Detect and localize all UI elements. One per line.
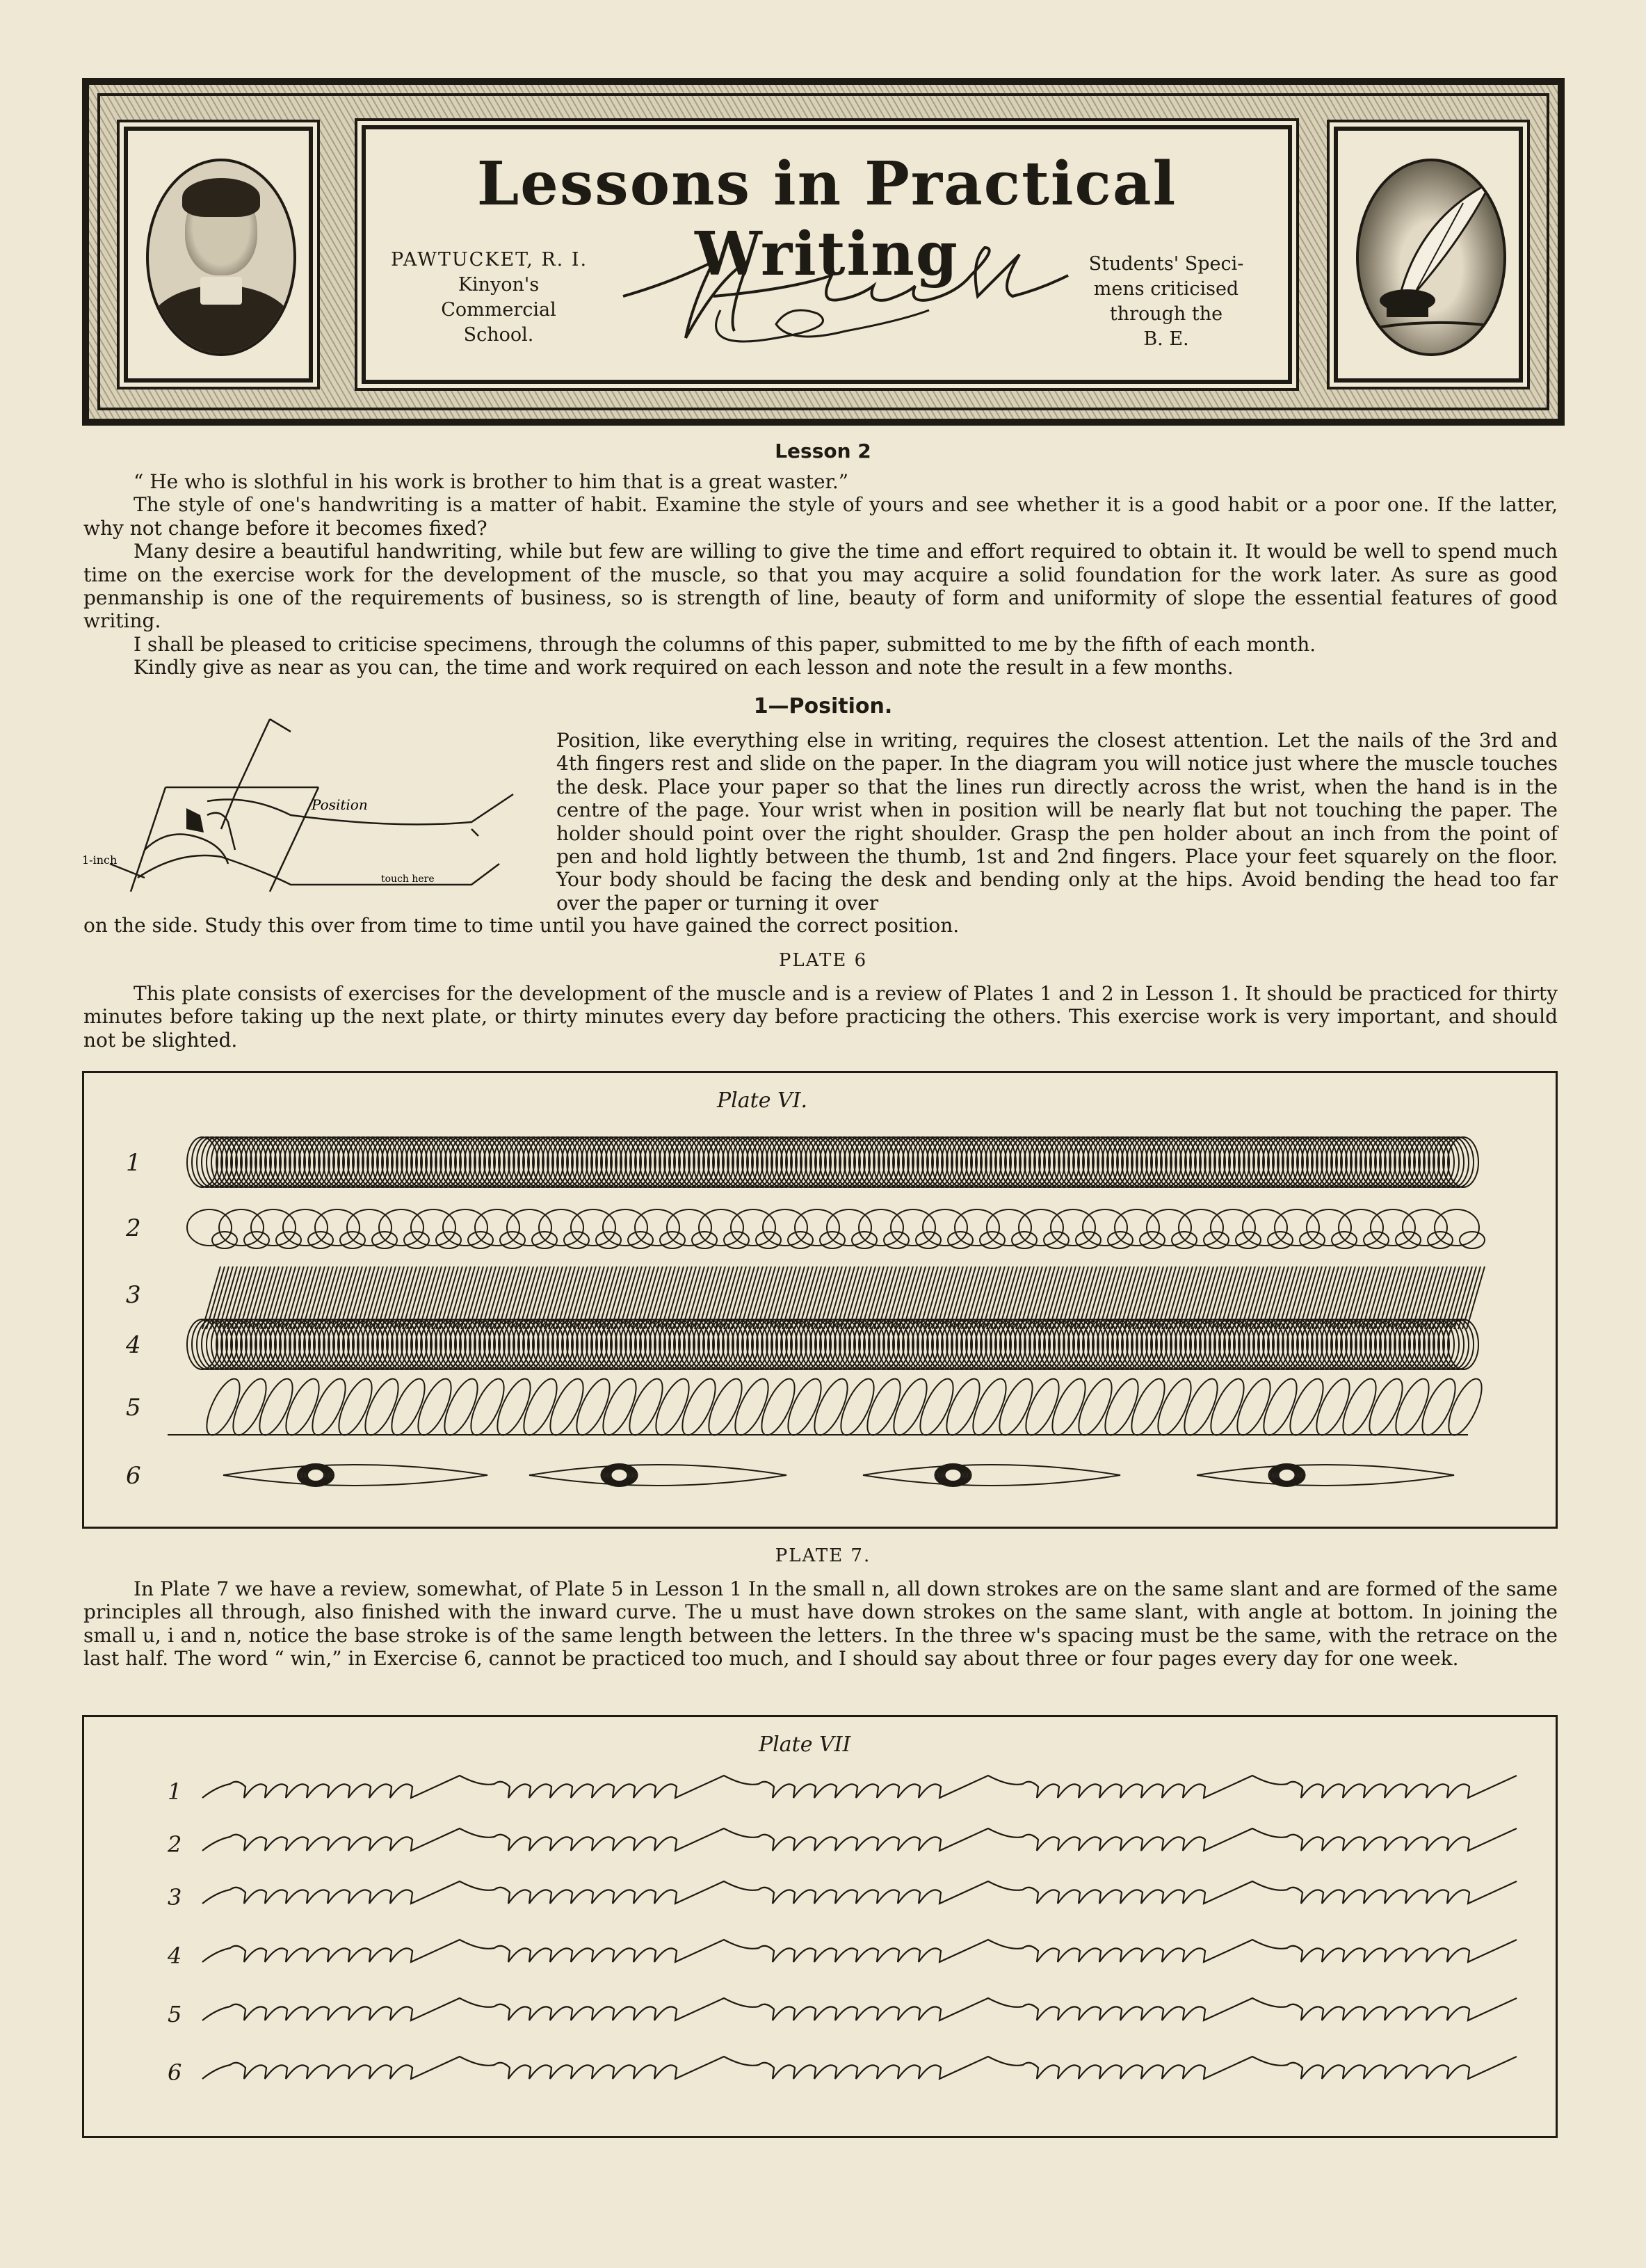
position-text-end: on the side. Study this over from time to time until you have gained the correct position. <box>83 914 960 937</box>
plate6-exercise-row <box>168 1374 1488 1439</box>
lesson-paragraph: Kindly give as near as you can, the time and work required on each lesson and note the result in a few months. <box>134 656 1234 679</box>
lesson-paragraph: The style of one's handwriting is a matter of habit. Examine the style of yours and see whether it is a good habit or a poor one. If the latter, why not change before it becomes fixed? <box>83 493 1558 540</box>
plate7-row-number: 2 <box>168 1831 182 1858</box>
quill-frame <box>1334 127 1523 383</box>
plate7-row-number: 5 <box>168 2001 182 2027</box>
plate6-exercise-row <box>223 1464 1454 1486</box>
school-info: PAWTUCKET, R. I. Kinyon's Commercial School. <box>391 249 588 346</box>
plate7-title: Plate VII <box>759 1732 851 1757</box>
plate7-word-row <box>202 2057 1517 2079</box>
plate7-row-number: 6 <box>168 2059 182 2086</box>
plate7-word-row <box>202 1828 1517 1851</box>
plate6-row-number: 5 <box>126 1394 141 1422</box>
quill-inkwell-image <box>1356 159 1506 356</box>
diagram-label-position: Position <box>312 796 368 813</box>
plate7-drawing <box>84 1717 1556 2136</box>
plate7-row-number: 3 <box>168 1884 182 1911</box>
plate7-word-row <box>202 1776 1517 1798</box>
lesson-intro <box>83 470 1558 679</box>
plate7-row-number: 1 <box>168 1778 182 1805</box>
position-heading: 1—Position. <box>753 694 893 718</box>
plate6-exercise-row <box>187 1209 1485 1248</box>
lesson-heading: Lesson 2 <box>775 440 871 463</box>
portrait-image <box>146 159 296 356</box>
header-banner <box>82 78 1565 426</box>
position-diagram <box>82 711 541 926</box>
plate7-row-number: 4 <box>168 1943 182 1969</box>
plate7-exercises <box>82 1715 1558 2138</box>
plate6-exercise-row <box>187 1137 1478 1187</box>
diagram-label-inch: 1-inch <box>82 853 118 867</box>
position-text: Position, like everything else in writing, requires the closest attention. Let the nails of the 3rd and 4th fingers rest and slide on the paper. In the diagram you will notice just where the muscle touches the desk. Place your paper so that the lines run directly across the wrist, when the hand is in the centre of the page. Your wrist when in position will be nearly flat but not touching the paper. The holder should point over the right shoulder. Grasp the pen holder about an inch from the point of pen and hold lightly between the thumb, 1st and 2nd fingers. Place your feet squarely on the floor. Your body should be facing the desk and bending only at the hips. Avoid bending the head too far over the paper or turning it over <box>556 729 1558 915</box>
plate6-exercises <box>82 1071 1558 1529</box>
plate6-row-number: 3 <box>126 1281 141 1309</box>
specimens-note: Students' Speci- mens criticised through the B. E. <box>1088 253 1244 350</box>
lesson-quote: “ He who is slothful in his work is brother to him that is a great waster.” <box>134 470 849 493</box>
plate6-title: Plate VI. <box>717 1088 808 1113</box>
portrait-frame <box>124 127 313 383</box>
plate7-word-row <box>202 1998 1517 2020</box>
author-signature <box>609 234 1082 359</box>
plate7-description: In Plate 7 we have a review, somewhat, of Plate 5 in Lesson 1 In the small n, all down strokes are on the same slant and are formed of the same principles all through, also finished with the inward curve. The u must have down strokes on the same slant, with angle at bottom. In joining the small u, i and n, notice the base stroke is of the same length between the letters. In the three w's spacing must be the same, with the retrace on the last half. The word “ win,” in Exercise 6, cannot be practiced too much, and I should say about three or four pages every day for one week. <box>83 1577 1558 1671</box>
lesson-paragraph: Many desire a beautiful handwriting, while but few are willing to give the time and effort required to obtain it. It would be well to spend much time on the exercise work for the development of the muscle, so that you may acquire a solid foundation for the work later. As sure as good penmanship is one of the requirements of business, so is strength of line, beauty of form and uniformity of slope the essential features of good writing. <box>83 540 1558 633</box>
plate7-label: PLATE 7. <box>775 1545 871 1566</box>
plate6-row-number: 6 <box>126 1462 141 1490</box>
plate6-label: PLATE 6 <box>778 950 868 971</box>
lesson-paragraph: I shall be pleased to criticise specimens, through the columns of this paper, submitted to me by the fifth of each month. <box>134 632 1316 656</box>
plate6-row-number: 1 <box>126 1149 141 1177</box>
plate6-row-number: 4 <box>126 1331 141 1359</box>
page-title: Lessons in Practical Writing <box>476 149 1177 289</box>
plate6-description: This plate consists of exercises for the development of the muscle and is a review of Plates 1 and 2 in Lesson 1. It should be practiced for thirty minutes before taking up the next plate, or thirty minutes every day before practicing the others. This exercise work is very important, and should not be slighted. <box>83 982 1558 1052</box>
quill-icon <box>1359 161 1503 353</box>
plate6-row-number: 2 <box>126 1214 141 1242</box>
title-panel <box>362 125 1292 384</box>
plate6-drawing <box>84 1073 1556 1527</box>
plate7-word-row <box>202 1940 1517 1962</box>
diagram-label-touch: touch here <box>381 874 435 885</box>
plate7-word-row <box>202 1881 1517 1904</box>
